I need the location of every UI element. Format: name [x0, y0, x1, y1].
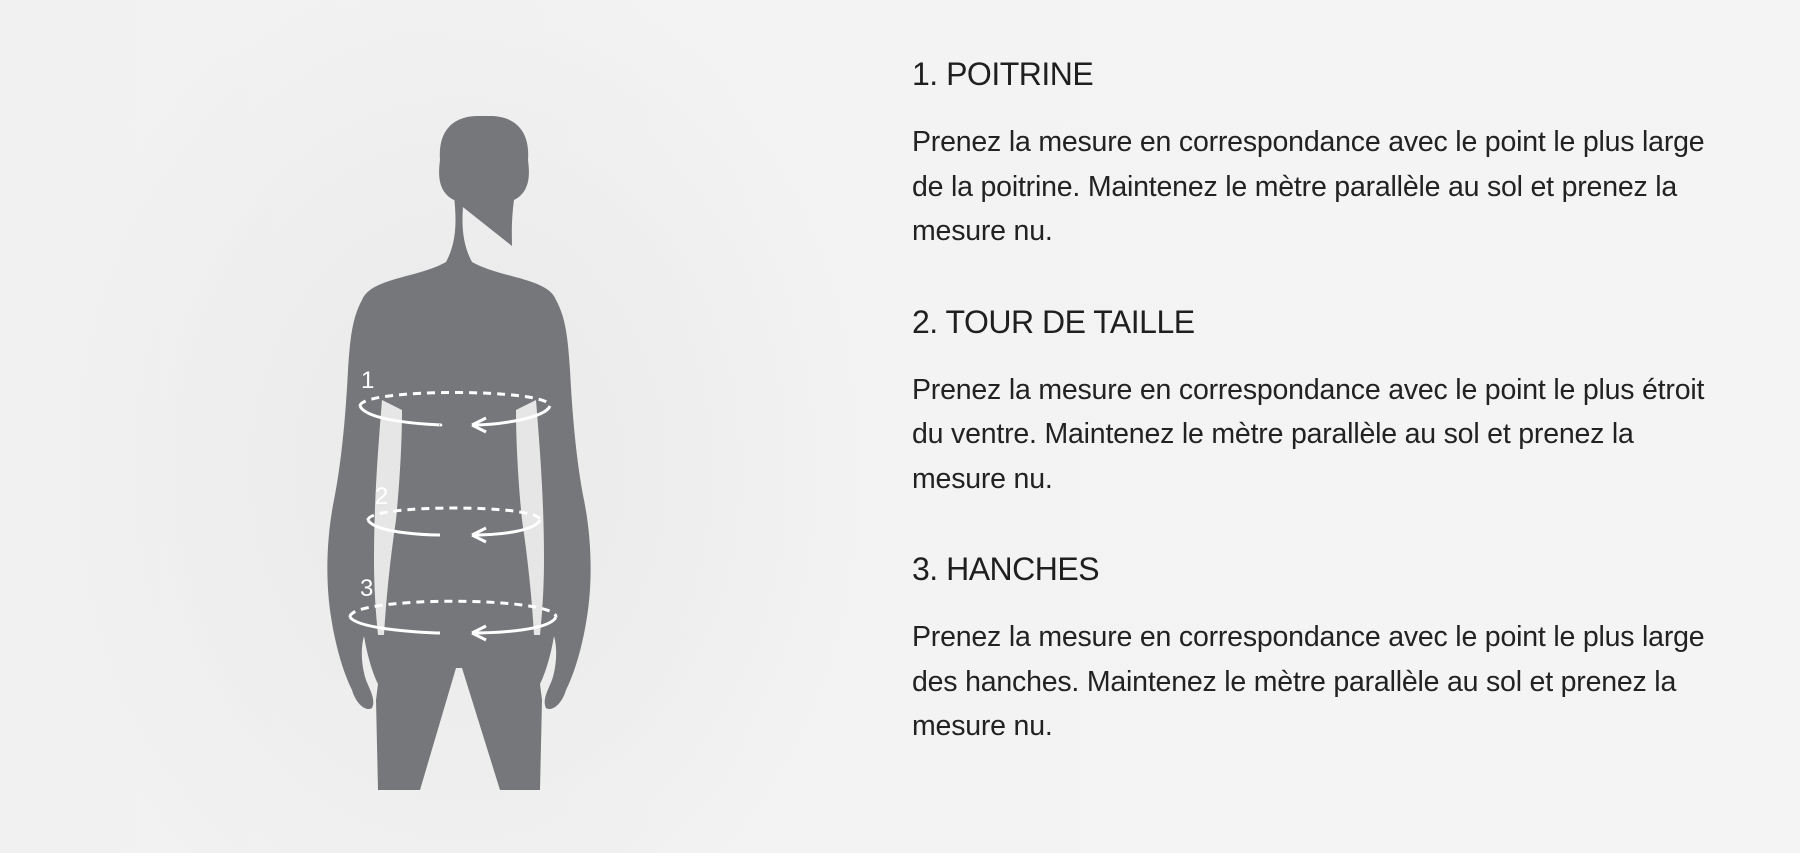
section-text: Prenez la mesure en correspondance avec le point le plus étroit du ventre. Maintenez le mètre parallèle au sol et prenez la mesure nu.: [912, 373, 1705, 495]
section-title: 1. POITRINE: [912, 56, 1094, 92]
section-hanches: [912, 547, 1732, 749]
marker-1-label: 1: [361, 367, 375, 394]
body-silhouette-icon: [120, 0, 880, 853]
marker-2-label: 2: [375, 483, 389, 510]
section-title: 3. HANCHES: [912, 551, 1100, 587]
section-tour-de-taille: [912, 300, 1732, 502]
section-poitrine: [912, 52, 1732, 254]
section-text: Prenez la mesure en correspondance avec le point le plus large des hanches. Maintenez le mètre parallèle au sol et prenez la mesure nu.: [912, 621, 1705, 742]
body-figure-panel: [120, 0, 880, 853]
marker-3-label: 3: [360, 575, 374, 602]
silhouette: [327, 116, 590, 790]
section-text: Prenez la mesure en correspondance avec le point le plus large de la poitrine. Maintenez le mètre parallèle au sol et prenez la mesure nu.: [912, 126, 1705, 247]
measurement-instructions: [912, 52, 1732, 749]
section-title: 2. TOUR DE TAILLE: [912, 303, 1195, 340]
